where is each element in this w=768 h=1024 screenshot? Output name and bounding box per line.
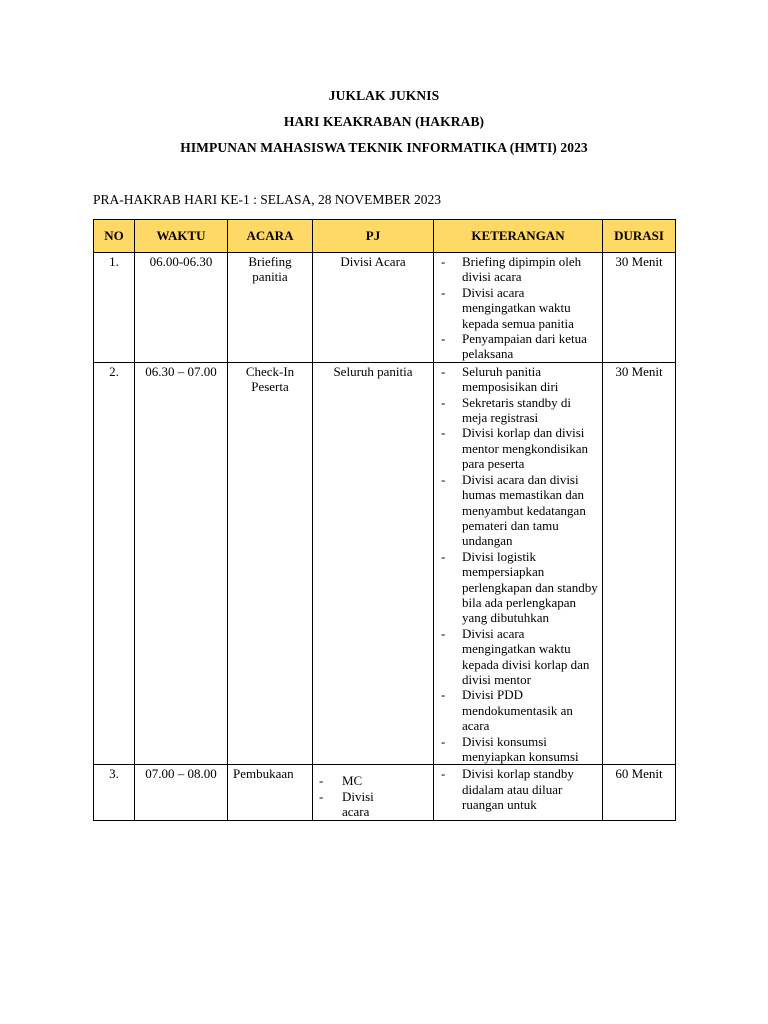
keterangan-list [438,364,598,765]
table-row [94,362,676,765]
cell-acara: Briefing panitia [228,253,313,363]
col-header-durasi: DURASI [603,220,676,253]
keterangan-item: - Divisi korlap dan divisi mentor mengkondisikan para peserta [438,425,598,471]
cell-acara: Pembukaan [228,765,313,820]
pj-item: - Divisi acara [317,789,382,820]
keterangan-list [438,254,598,362]
cell-acara: Check-In Peserta [228,362,313,765]
keterangan-item: - Divisi korlap standby didalam atau diluar ruangan untuk [438,766,598,812]
event-title: HARI KEAKRABAN (HAKRAB) [283,114,485,129]
keterangan-item: - Sekretaris standby di meja registrasi [438,395,598,426]
keterangan-item: - Divisi acara mengingatkan waktu kepada semua panitia [438,285,598,331]
keterangan-list [438,766,598,812]
cell-keterangan [434,765,603,820]
keterangan-item: - Divisi acara dan divisi humas memastikan dan menyambut kedatangan pemateri dan tamu undangan [438,472,598,549]
pj-item: - MC [317,773,429,788]
col-header-keterangan: KETERANGAN [434,220,603,253]
cell-keterangan [434,362,603,765]
cell-durasi: 30 Menit [603,362,676,765]
keterangan-item: - Seluruh panitia memposisikan diri [438,364,598,395]
cell-waktu: 06.00-06.30 [135,253,228,363]
cell-keterangan [434,253,603,363]
cell-waktu: 06.30 – 07.00 [135,362,228,765]
document-title: JUKLAK JUKNIS [328,88,440,103]
keterangan-item: - Divisi acara mengingatkan waktu kepada divisi korlap dan divisi mentor [438,626,598,688]
cell-waktu: 07.00 – 08.00 [135,765,228,820]
cell-pj [313,765,434,820]
table-header-row [94,220,676,253]
keterangan-item: - Divisi PDD mendokumentasik an acara [438,687,598,733]
keterangan-item: - Divisi konsumsi menyiapkan konsumsi [438,734,598,765]
table-row [94,765,676,820]
pj-list [317,773,429,819]
cell-pj: Seluruh panitia [313,362,434,765]
day-heading: PRA-HAKRAB HARI KE-1 : SELASA, 28 NOVEMBER 2023 [93,192,442,207]
col-header-acara: ACARA [228,220,313,253]
cell-no: 3. [94,765,135,820]
cell-pj: Divisi Acara [313,253,434,363]
col-header-waktu: WAKTU [135,220,228,253]
cell-no: 1. [94,253,135,363]
organization-title: HIMPUNAN MAHASISWA TEKNIK INFORMATIKA (HMTI) 2023 [180,140,588,155]
cell-durasi: 30 Menit [603,253,676,363]
table-row [94,253,676,363]
col-header-pj: PJ [313,220,434,253]
keterangan-item: - Divisi logistik mempersiapkan perlengkapan dan standby bila ada perlengkapan yang dibutuhkan [438,549,598,626]
keterangan-item: - Penyampaian dari ketua pelaksana [438,331,598,362]
keterangan-item: - Briefing dipimpin oleh divisi acara [438,254,598,285]
cell-durasi: 60 Menit [603,765,676,820]
schedule-table [93,219,676,821]
col-header-no: NO [94,220,135,253]
cell-no: 2. [94,362,135,765]
